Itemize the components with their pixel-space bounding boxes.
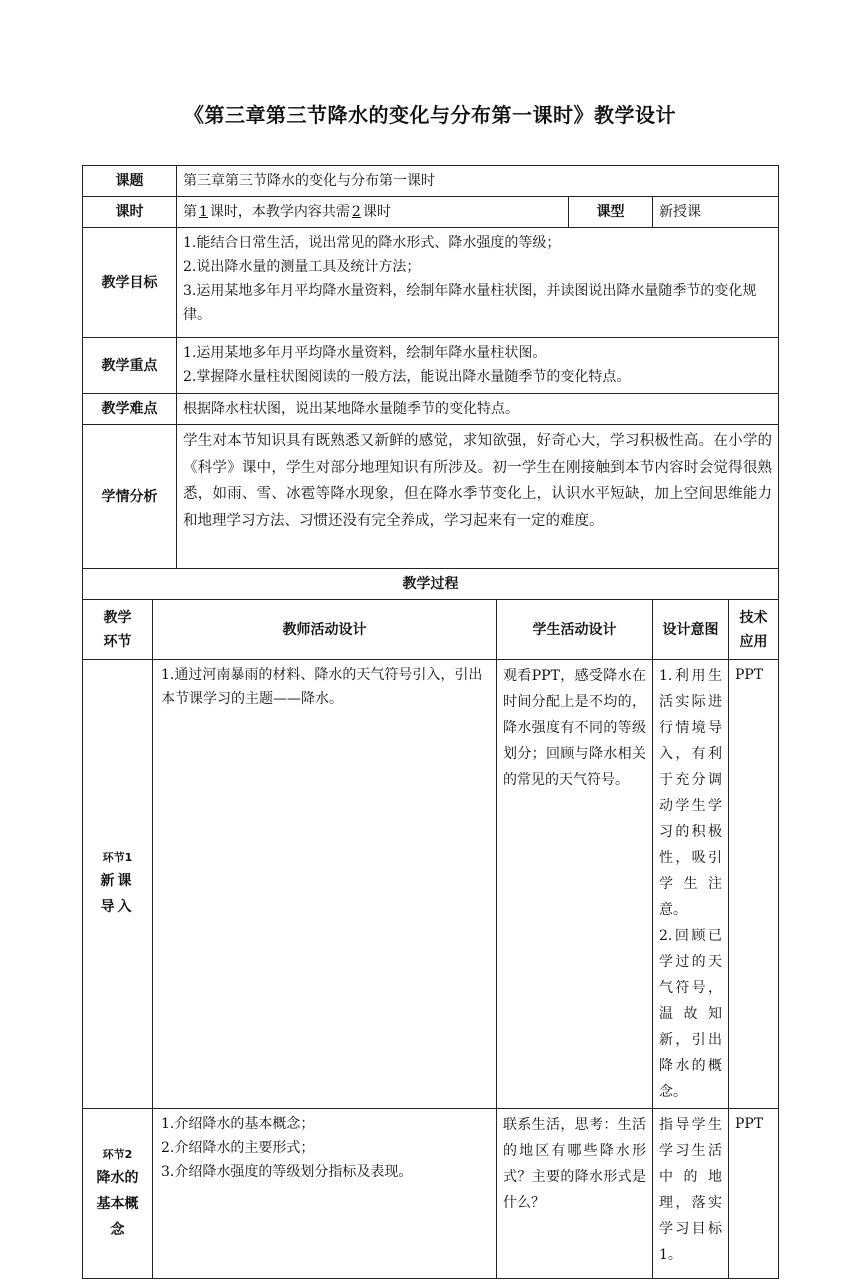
topic-value: 第三章第三节降水的变化与分布第一课时 — [177, 166, 779, 197]
topic-label: 课题 — [83, 166, 177, 197]
student-activity: 观看PPT，感受降水在时间分配上是不均的，降水强度有不同的等级划分；回顾与降水相关的常见的天气符号。 — [497, 660, 653, 1109]
document-title: 《第三章第三节降水的变化与分布第一课时》教学设计 — [184, 103, 676, 127]
period-number: 1 — [199, 204, 208, 220]
stage-label — [83, 660, 153, 1109]
lesson-type-value: 新授课 — [653, 197, 779, 228]
teacher-activity-header: 教师活动设计 — [153, 600, 497, 660]
stage-name: 念 — [110, 1221, 125, 1238]
period-label: 课时 — [83, 197, 177, 228]
tech-application: PPT — [729, 1109, 779, 1279]
period-suffix: 课时 — [362, 204, 391, 220]
key-point-item: 2.掌握降水量柱状图阅读的一般方法，能说出降水量随季节的变化特点。 — [183, 369, 631, 385]
key-points-row — [83, 338, 779, 394]
stage-number: 环节1 — [102, 851, 133, 864]
design-intent: 1.利用生活实际进行情境导入，有利于充分调动学生学习的积极性，吸引学生注意。 2.回顾已学过的天气符号，温故知新，引出降水的概念。 — [653, 660, 729, 1109]
teacher-activity: 1.介绍降水的基本概念； 2.介绍降水的主要形式； 3.介绍降水强度的等级划分指标及表现。 — [153, 1109, 497, 1279]
analysis-label: 学情分析 — [83, 425, 177, 569]
difficulties-row — [83, 394, 779, 425]
student-activity-header: 学生活动设计 — [497, 600, 653, 660]
difficulties-label: 教学难点 — [83, 394, 177, 425]
stage-name: 降水的 — [96, 1169, 139, 1186]
period-value — [177, 197, 569, 228]
key-points-content — [177, 338, 779, 394]
lesson-type-label: 课型 — [569, 197, 653, 228]
objectives-label: 教学目标 — [83, 228, 177, 338]
tech-application: PPT — [729, 660, 779, 1109]
stage-name: 导入 — [100, 899, 135, 915]
key-point-item: 1.运用某地多年月平均降水量资料，绘制年降水量柱状图。 — [183, 345, 547, 361]
stage-name: 基本概 — [96, 1195, 139, 1212]
objective-item: 1.能结合日常生活，说出常见的降水形式、降水强度的等级； — [183, 235, 561, 251]
process-title-row — [83, 569, 779, 600]
period-total: 2 — [351, 204, 361, 220]
analysis-row — [83, 425, 779, 569]
process-header-row — [83, 600, 779, 660]
topic-row — [83, 166, 779, 197]
key-points-label: 教学重点 — [83, 338, 177, 394]
stage-row — [83, 1109, 779, 1279]
teacher-activity: 1.通过河南暴雨的材料、降水的天气符号引入，引出本节课学习的主题——降水。 — [153, 660, 497, 1109]
objective-item: 3.运用某地多年月平均降水量资料，绘制年降水量柱状图，并读图说出降水量随季节的变化规律。 — [183, 283, 757, 323]
period-prefix: 第 — [183, 204, 197, 220]
process-title: 教学过程 — [83, 569, 779, 600]
stage-header: 教学 环节 — [83, 600, 153, 660]
analysis-value: 学生对本节知识具有既熟悉又新鲜的感觉，求知欲强，好奇心大，学习积极性高。在小学的《科学》课中，学生对部分地理知识有所涉及。初一学生在刚接触到本节内容时会觉得很熟悉，如雨、雪、冰雹等降水现象，但在降水季节变化上，认识水平短缺，加上空间思维能力和地理学习方法、习惯还没有完全养成，学习起来有一定的难度。 — [177, 425, 779, 569]
objectives-content — [177, 228, 779, 338]
stage-row — [83, 660, 779, 1109]
objectives-row — [83, 228, 779, 338]
stage-label — [83, 1109, 153, 1279]
design-intent: 指导学生学习生活中的地理，落实学习目标1。 — [653, 1109, 729, 1279]
stage-number: 环节2 — [102, 1147, 133, 1161]
design-intent-header: 设计意图 — [653, 600, 729, 660]
period-row — [83, 197, 779, 228]
student-activity: 联系生活，思考：生活的地区有哪些降水形式？主要的降水形式是什么？ — [497, 1109, 653, 1279]
difficulties-value: 根据降水柱状图，说出某地降水量随季节的变化特点。 — [177, 394, 779, 425]
lesson-plan-table — [82, 165, 779, 1279]
stage-name: 新课 — [100, 873, 135, 889]
objective-item: 2.说出降水量的测量工具及统计方法； — [183, 259, 421, 275]
tech-header: 技术 应用 — [729, 600, 779, 660]
period-middle: 课时，本教学内容共需 — [209, 204, 350, 220]
